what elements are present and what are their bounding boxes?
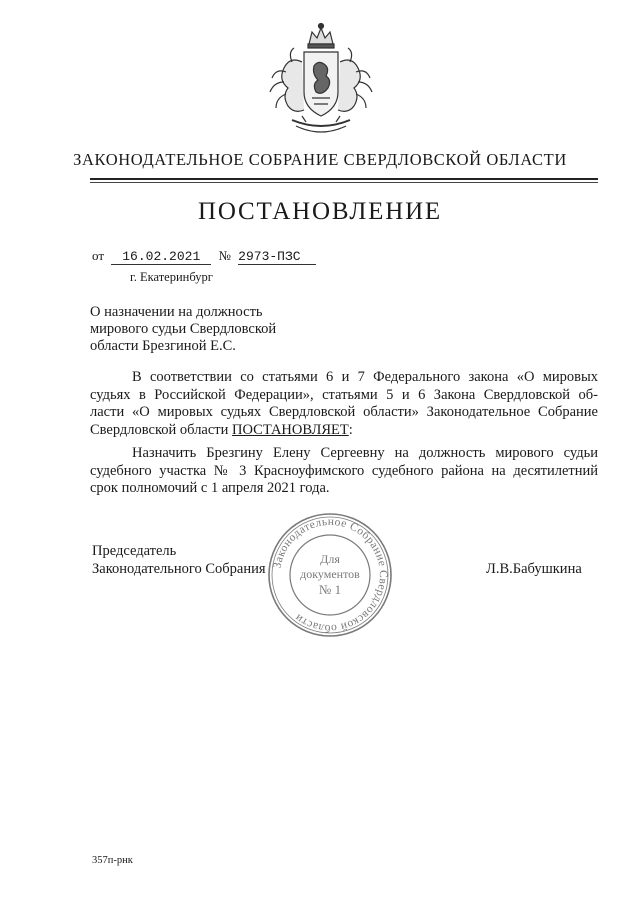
number-prefix: № <box>218 248 231 263</box>
paragraph-line: судьях в Российской Федерации», статьями 5 и 6 Закона Свердловской об- <box>90 386 598 403</box>
document-number: 2973-ПЗС <box>238 249 316 265</box>
seal-center-line: документов <box>300 567 360 581</box>
document-code: 357п-рнк <box>92 855 133 866</box>
signatory-title <box>92 543 266 578</box>
signatory-title-line: Законодательного Собрания <box>92 560 266 577</box>
paragraph-line: В соответствии со статьями 6 и 7 Федерального закона «О мировых <box>132 369 598 385</box>
subject-line: мирового судьи Свердловской <box>90 321 277 337</box>
document-subject <box>90 304 276 355</box>
coat-of-arms-emblem <box>262 22 380 142</box>
organization-title: ЗАКОНОДАТЕЛЬНОЕ СОБРАНИЕ СВЕРДЛОВСКОЙ ОБЛАСТИ <box>73 150 567 169</box>
seal-center-line: № 1 <box>318 582 342 597</box>
header-divider-thin <box>90 182 598 183</box>
paragraph-line: Назначить Брезгину Елену Сергеевну на должность мирового судьи <box>132 445 598 461</box>
date-prefix: от <box>92 248 105 263</box>
document-meta <box>92 248 316 265</box>
signatory-title-line: Председатель <box>92 543 177 559</box>
paragraph-line-text: Свердловской области <box>90 421 233 438</box>
paragraph-line: срок полномочий с 1 апреля 2021 года. <box>90 480 330 496</box>
official-seal-stamp <box>266 511 394 639</box>
seal-ring-text: Законодательное Собрание Свердловской области <box>271 515 390 635</box>
document-date: 16.02.2021 <box>111 249 211 265</box>
body-paragraph-basis <box>90 369 598 439</box>
paragraph-line: ласти «О мировых судьях Свердловской области» Законодательное Собрание <box>90 404 598 420</box>
subject-line: области Брезгиной Е.С. <box>90 338 236 354</box>
subject-line: О назначении на должность <box>90 304 263 320</box>
paragraph-line <box>90 422 598 440</box>
document-type-heading: ПОСТАНОВЛЕНИЕ <box>197 198 442 225</box>
header-divider-thick <box>90 178 598 180</box>
body-paragraph-decision <box>90 445 598 498</box>
signatory-name: Л.В.Бабушкина <box>486 561 582 577</box>
paragraph-line: судебного участка № 3 Красноуфимского судебного района на десятилетний <box>90 462 598 479</box>
decree-keyword: ПОСТАНОВЛЯЕТ <box>232 421 349 438</box>
city-line: г. Екатеринбург <box>130 270 213 284</box>
seal-center-line: Для <box>320 552 340 566</box>
paragraph-line-punct: : <box>348 421 353 438</box>
